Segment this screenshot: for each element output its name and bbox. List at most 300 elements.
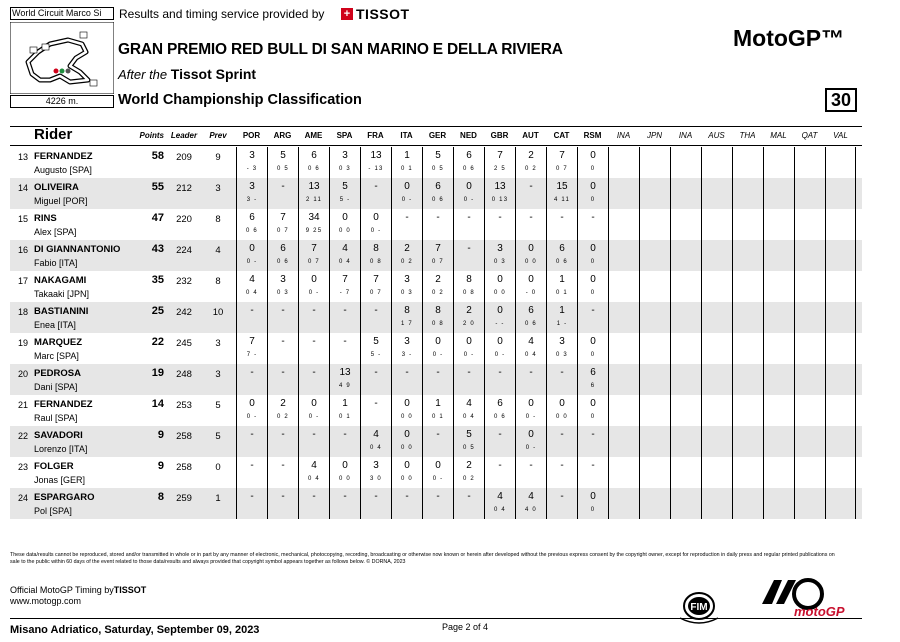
race-result-cell xyxy=(453,271,484,302)
future-race-cell xyxy=(608,457,639,488)
race-points-split: 4 11 xyxy=(553,197,571,203)
future-race-cell xyxy=(608,147,639,178)
race-points: - xyxy=(374,181,378,192)
race-points: 4 xyxy=(497,491,503,502)
race-result-cell xyxy=(453,209,484,240)
race-result-cell xyxy=(577,240,608,271)
race-result-cell xyxy=(577,147,608,178)
race-points: 6 xyxy=(559,243,565,254)
race-result-cell xyxy=(329,364,360,395)
race-result-cell xyxy=(577,178,608,209)
race-points: 6 xyxy=(466,150,472,161)
race-points: 0 xyxy=(590,491,596,502)
tissot-wordmark: TISSOT xyxy=(356,6,410,22)
race-result-cell xyxy=(422,178,453,209)
race-result-cell xyxy=(546,209,577,240)
rider-gap-leader: 220 xyxy=(176,214,192,225)
race-result-cell xyxy=(236,457,267,488)
table-row xyxy=(10,240,862,271)
race-points-split: 0 7 xyxy=(370,290,382,296)
race-points: 0 xyxy=(528,243,534,254)
rider-points: 8 xyxy=(157,491,164,503)
race-points-split: 0 - xyxy=(463,197,475,203)
race-points: - xyxy=(560,367,564,378)
future-race-cell xyxy=(639,147,670,178)
race-points-split: 0 - xyxy=(246,259,258,265)
rider-gap-prev: 10 xyxy=(212,307,224,318)
race-result-cell xyxy=(453,302,484,333)
race-points: 0 xyxy=(311,398,317,409)
future-race-cell xyxy=(639,488,670,519)
rider-surname: DI GIANNANTONIO xyxy=(34,244,121,255)
race-points: - xyxy=(529,367,533,378)
future-race-cell xyxy=(732,302,763,333)
race-points-split: 0 6 xyxy=(525,321,537,327)
future-race-cell xyxy=(825,271,856,302)
future-race-cell xyxy=(732,178,763,209)
race-points-split: 0 4 xyxy=(308,476,320,482)
race-points: 0 xyxy=(590,398,596,409)
rider-surname: ESPARGARO xyxy=(34,492,95,503)
race-points: - xyxy=(498,460,502,471)
future-race-cell xyxy=(670,488,701,519)
future-race-cell xyxy=(763,333,794,364)
future-race-cell xyxy=(639,178,670,209)
race-points: 4 xyxy=(373,429,379,440)
race-points: 15 xyxy=(556,181,568,192)
future-race-cell xyxy=(794,426,825,457)
race-points-split: 0 - xyxy=(494,352,506,358)
race-points: 7 xyxy=(497,150,503,161)
race-result-cell xyxy=(329,209,360,240)
rider-gap-prev: 3 xyxy=(215,338,221,349)
race-points-split: 0 3 xyxy=(401,290,413,296)
race-result-cell xyxy=(422,426,453,457)
race-result-cell xyxy=(360,426,391,457)
race-points-split: 0 2 xyxy=(432,290,444,296)
race-result-cell xyxy=(422,302,453,333)
race-points: - xyxy=(467,212,471,223)
rider-position: 19 xyxy=(17,338,28,348)
col-points: Points xyxy=(139,131,164,140)
race-result-cell xyxy=(329,395,360,426)
col-future-mal: MAL xyxy=(770,131,787,140)
future-race-cell xyxy=(701,178,732,209)
col-race-ita: ITA xyxy=(400,131,413,140)
rider-points: 35 xyxy=(151,274,164,286)
future-race-cell xyxy=(732,364,763,395)
col-future-val: VAL xyxy=(833,131,848,140)
race-points: - xyxy=(250,460,254,471)
race-points: 6 xyxy=(497,398,503,409)
race-result-cell xyxy=(546,240,577,271)
race-result-cell xyxy=(577,488,608,519)
race-points-split: - 13 xyxy=(368,166,384,172)
race-result-cell xyxy=(515,302,546,333)
rider-gap-prev: 3 xyxy=(215,369,221,380)
race-points-split: 0 3 xyxy=(556,352,568,358)
rider-points: 9 xyxy=(157,429,164,441)
race-result-cell xyxy=(267,240,298,271)
venue-date: Misano Adriatico, Saturday, September 09, 2023 xyxy=(10,624,260,636)
race-points-split: - 7 xyxy=(339,290,351,296)
col-race-rsm: RSM xyxy=(583,131,602,140)
rider-position: 16 xyxy=(17,245,28,255)
website-link[interactable]: www.motogp.com xyxy=(10,596,82,606)
race-points: 0 xyxy=(466,181,472,192)
race-points: 13 xyxy=(308,181,320,192)
race-result-cell xyxy=(236,178,267,209)
race-result-cell xyxy=(484,488,515,519)
race-result-cell xyxy=(236,426,267,457)
race-points: 6 xyxy=(249,212,255,223)
race-points: 0 xyxy=(497,336,503,347)
future-race-cell xyxy=(639,364,670,395)
race-points-split: 0 0 xyxy=(339,476,351,482)
rider-position: 23 xyxy=(17,462,28,472)
rider-gap-prev: 5 xyxy=(215,431,221,442)
col-rider: Rider xyxy=(34,126,73,143)
future-race-cell xyxy=(608,302,639,333)
race-result-cell xyxy=(546,302,577,333)
race-points: - xyxy=(467,491,471,502)
future-race-cell xyxy=(825,209,856,240)
future-race-cell xyxy=(825,426,856,457)
race-points-split: 0 6 xyxy=(432,197,444,203)
race-points: 0 xyxy=(249,243,255,254)
race-points-split: 0 2 xyxy=(525,166,537,172)
race-points-split: 0 3 xyxy=(494,259,506,265)
rider-position: 15 xyxy=(17,214,28,224)
race-points: - xyxy=(312,367,316,378)
race-result-cell xyxy=(391,364,422,395)
rider-given-name: Marc [SPA] xyxy=(34,351,79,361)
future-race-cell xyxy=(670,426,701,457)
race-points: 4 xyxy=(342,243,348,254)
classification-table xyxy=(10,147,862,519)
race-result-cell xyxy=(484,240,515,271)
race-result-cell xyxy=(236,302,267,333)
race-points: 0 xyxy=(404,429,410,440)
future-race-cell xyxy=(732,240,763,271)
race-points-split: 0 4 xyxy=(339,259,351,265)
rider-gap-leader: 212 xyxy=(176,183,192,194)
race-points: - xyxy=(498,212,502,223)
race-result-cell xyxy=(422,364,453,395)
rider-points: 22 xyxy=(151,336,164,348)
race-result-cell xyxy=(515,395,546,426)
race-result-cell xyxy=(453,395,484,426)
rider-gap-leader: 258 xyxy=(176,431,192,442)
race-points: 2 xyxy=(404,243,410,254)
rider-surname: BASTIANINI xyxy=(34,306,89,317)
race-result-cell xyxy=(546,395,577,426)
race-result-cell xyxy=(298,147,329,178)
race-points-split: - 0 xyxy=(525,290,537,296)
race-result-cell xyxy=(236,395,267,426)
col-race-ned: NED xyxy=(460,131,477,140)
race-result-cell xyxy=(360,302,391,333)
future-race-cell xyxy=(794,333,825,364)
race-result-cell xyxy=(267,457,298,488)
race-result-cell xyxy=(391,271,422,302)
race-points: 7 xyxy=(280,212,286,223)
future-race-cell xyxy=(825,302,856,333)
table-row xyxy=(10,147,862,178)
future-race-cell xyxy=(794,209,825,240)
race-points: - xyxy=(281,367,285,378)
race-points-split: 0 8 xyxy=(432,321,444,327)
race-result-cell xyxy=(329,271,360,302)
race-points-split: 0 2 xyxy=(463,476,475,482)
future-race-cell xyxy=(763,147,794,178)
col-future-qat: QAT xyxy=(801,131,818,140)
race-points: - xyxy=(591,460,595,471)
race-points-split: 0 xyxy=(590,507,596,513)
race-points: 8 xyxy=(466,274,472,285)
race-result-cell xyxy=(577,302,608,333)
race-points: - xyxy=(250,491,254,502)
race-result-cell xyxy=(267,302,298,333)
rider-given-name: Lorenzo [ITA] xyxy=(34,444,88,454)
future-race-cell xyxy=(763,240,794,271)
race-result-cell xyxy=(453,364,484,395)
future-race-cell xyxy=(763,426,794,457)
race-points: 1 xyxy=(404,150,410,161)
race-points: 3 xyxy=(404,274,410,285)
col-future-aus: AUS xyxy=(708,131,725,140)
race-points: - xyxy=(343,305,347,316)
race-points-split: 0 1 xyxy=(339,414,351,420)
race-points-split: 0 7 xyxy=(432,259,444,265)
race-result-cell xyxy=(298,364,329,395)
rider-position: 17 xyxy=(17,276,28,286)
race-result-cell xyxy=(391,395,422,426)
race-result-cell xyxy=(360,333,391,364)
race-result-cell xyxy=(546,147,577,178)
rider-position: 21 xyxy=(17,400,28,410)
race-points-split: 2 5 xyxy=(494,166,506,172)
race-result-cell xyxy=(236,488,267,519)
table-row xyxy=(10,457,862,488)
race-points-split: 0 4 xyxy=(525,352,537,358)
rider-given-name: Alex [SPA] xyxy=(34,227,77,237)
race-result-cell xyxy=(391,240,422,271)
race-points: 0 xyxy=(404,460,410,471)
rider-points: 25 xyxy=(151,305,164,317)
race-points-split: 1 7 xyxy=(401,321,413,327)
race-points-split: - 3 xyxy=(246,166,258,172)
race-points-split: 0 13 xyxy=(491,197,509,203)
table-row xyxy=(10,395,862,426)
rider-gap-prev: 8 xyxy=(215,276,221,287)
race-result-cell xyxy=(298,271,329,302)
race-points: 2 xyxy=(466,460,472,471)
race-result-cell xyxy=(515,178,546,209)
future-race-cell xyxy=(763,271,794,302)
race-result-cell xyxy=(298,457,329,488)
rider-points: 47 xyxy=(151,212,164,224)
race-result-cell xyxy=(267,488,298,519)
race-points-split: 0 0 xyxy=(556,414,568,420)
race-result-cell xyxy=(515,147,546,178)
race-points: 0 xyxy=(528,274,534,285)
race-result-cell xyxy=(267,426,298,457)
future-race-cell xyxy=(732,209,763,240)
future-race-cell xyxy=(670,302,701,333)
rider-surname: NAKAGAMI xyxy=(34,275,87,286)
race-points: 0 xyxy=(590,336,596,347)
future-race-cell xyxy=(701,364,732,395)
race-points: 0 xyxy=(342,460,348,471)
race-points: 3 xyxy=(559,336,565,347)
future-race-cell xyxy=(701,271,732,302)
future-race-cell xyxy=(670,271,701,302)
future-race-cell xyxy=(608,426,639,457)
race-points-split: 0 0 xyxy=(339,228,351,234)
table-row xyxy=(10,426,862,457)
future-race-cell xyxy=(639,457,670,488)
future-race-cell xyxy=(794,488,825,519)
race-result-cell xyxy=(577,333,608,364)
race-points: 0 xyxy=(373,212,379,223)
race-result-cell xyxy=(453,178,484,209)
race-points: 2 xyxy=(435,274,441,285)
race-result-cell xyxy=(360,488,391,519)
race-result-cell xyxy=(484,271,515,302)
future-race-cell xyxy=(732,457,763,488)
race-result-cell xyxy=(298,209,329,240)
race-points-split: 0 4 xyxy=(494,507,506,513)
race-result-cell xyxy=(329,333,360,364)
race-points: 7 xyxy=(311,243,317,254)
future-race-cell xyxy=(608,395,639,426)
future-race-cell xyxy=(670,333,701,364)
race-result-cell xyxy=(267,395,298,426)
race-points: 1 xyxy=(435,398,441,409)
race-points-split: 0 0 xyxy=(525,259,537,265)
rider-surname: MARQUEZ xyxy=(34,337,83,348)
future-race-cell xyxy=(639,395,670,426)
future-race-cell xyxy=(732,488,763,519)
race-points-split: 0 6 xyxy=(246,228,258,234)
rider-given-name: Fabio [ITA] xyxy=(34,258,78,268)
race-points-split: 0 1 xyxy=(556,290,568,296)
race-result-cell xyxy=(546,457,577,488)
future-race-cell xyxy=(670,209,701,240)
col-race-arg: ARG xyxy=(273,131,292,140)
race-result-cell xyxy=(298,302,329,333)
timing-prefix: Official MotoGP Timing by xyxy=(10,585,114,595)
rider-position: 24 xyxy=(17,493,28,503)
tissot-logo xyxy=(341,6,410,22)
rider-given-name: Miguel [POR] xyxy=(34,196,88,206)
race-result-cell xyxy=(422,209,453,240)
race-points: - xyxy=(498,367,502,378)
race-result-cell xyxy=(267,147,298,178)
race-result-cell xyxy=(329,240,360,271)
rider-gap-prev: 0 xyxy=(215,462,221,473)
race-points-split: 0 6 xyxy=(308,166,320,172)
circuit-map xyxy=(10,22,114,94)
race-points-split: 0 6 xyxy=(277,259,289,265)
race-result-cell xyxy=(484,395,515,426)
race-result-cell xyxy=(515,426,546,457)
race-points: - xyxy=(343,336,347,347)
race-points: - xyxy=(529,460,533,471)
race-points-split: 3 - xyxy=(401,352,413,358)
session-line xyxy=(118,66,256,83)
future-race-cell xyxy=(639,333,670,364)
race-points-split: 0 xyxy=(590,259,596,265)
race-result-cell xyxy=(515,209,546,240)
rider-surname: RINS xyxy=(34,213,57,224)
race-result-cell xyxy=(329,178,360,209)
race-points: - xyxy=(312,305,316,316)
race-points: - xyxy=(374,398,378,409)
race-result-cell xyxy=(422,395,453,426)
race-result-cell xyxy=(391,147,422,178)
page-number-box: 30 xyxy=(825,88,857,112)
future-race-cell xyxy=(701,333,732,364)
session-name: Tissot Sprint xyxy=(170,66,257,82)
race-points: 0 xyxy=(466,336,472,347)
rider-surname: OLIVEIRA xyxy=(34,182,79,193)
race-points-split: 0 2 xyxy=(277,414,289,420)
rider-position: 18 xyxy=(17,307,28,317)
race-points: - xyxy=(312,429,316,440)
future-race-cell xyxy=(794,240,825,271)
race-points: 8 xyxy=(373,243,379,254)
race-points-split: 0 - xyxy=(308,290,320,296)
col-race-ame: AME xyxy=(304,131,323,140)
race-points: 2 xyxy=(466,305,472,316)
race-result-cell xyxy=(484,302,515,333)
future-race-cell xyxy=(794,147,825,178)
race-points: - xyxy=(281,181,285,192)
rider-gap-leader: 209 xyxy=(176,152,192,163)
race-points-split: 0 2 xyxy=(401,259,413,265)
race-points-split: 9 25 xyxy=(305,228,323,234)
race-result-cell xyxy=(391,178,422,209)
rider-given-name: Jonas [GER] xyxy=(34,475,86,485)
race-points: 0 xyxy=(404,398,410,409)
table-row xyxy=(10,178,862,209)
rider-gap-prev: 8 xyxy=(215,214,221,225)
race-result-cell xyxy=(422,333,453,364)
race-points: 3 xyxy=(342,150,348,161)
race-points: - xyxy=(250,367,254,378)
rider-position: 22 xyxy=(17,431,28,441)
rider-position: 13 xyxy=(17,152,28,162)
race-points-split: 4 0 xyxy=(525,507,537,513)
race-result-cell xyxy=(298,488,329,519)
future-race-cell xyxy=(763,178,794,209)
race-points: 0 xyxy=(404,181,410,192)
copyright-disclaimer: These data/results cannot be reproduced, stored and/or transmitted in whole or in part by any manner of electronic, mechanical, photocopying, recording, broadcasting or otherwise now known or herein after developed without the previous express consent by the copyright owner, except for reproduction in daily press and regular printed publications on sale to the public within 60 days of the event related to those data/results and always provided that copyright symbol appears together as follows below. © DORNA, 2023 xyxy=(10,552,835,565)
race-points: - xyxy=(529,212,533,223)
future-race-cell xyxy=(825,364,856,395)
rider-gap-leader: 259 xyxy=(176,493,192,504)
future-race-cell xyxy=(639,271,670,302)
col-race-ger: GER xyxy=(428,131,447,140)
race-points-split: 0 5 xyxy=(277,166,289,172)
race-points-split: 0 - xyxy=(525,414,537,420)
race-points: 0 xyxy=(590,150,596,161)
swiss-cross-icon: + xyxy=(341,8,353,20)
rider-points: 58 xyxy=(151,150,164,162)
race-points-split: - - xyxy=(495,321,505,327)
